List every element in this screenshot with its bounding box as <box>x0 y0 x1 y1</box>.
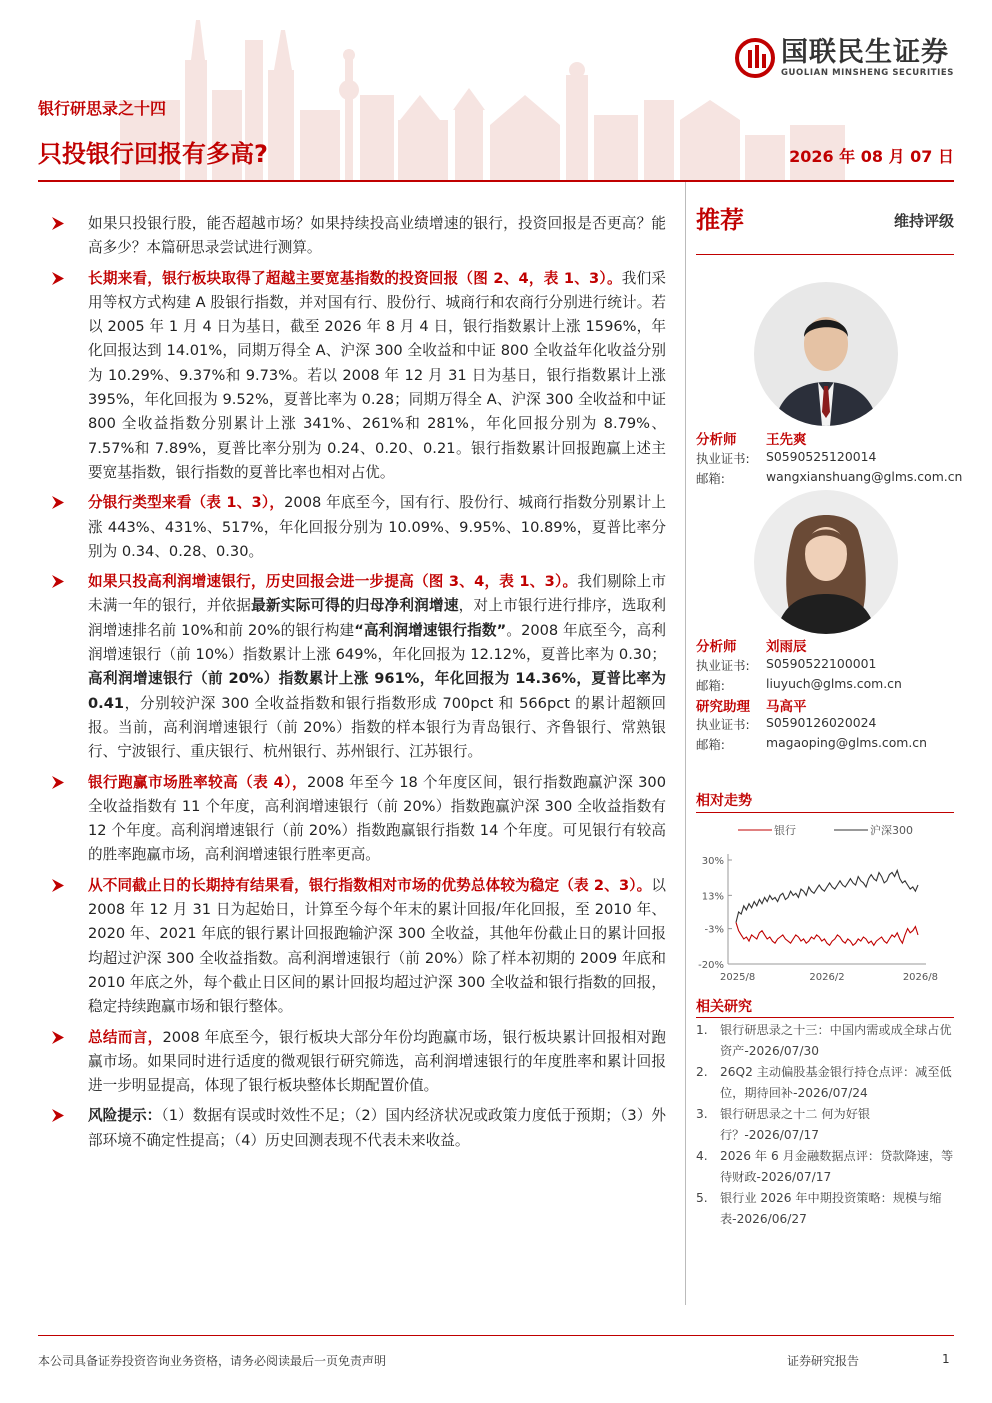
related-research-item[interactable]: 1. 银行研思录之十三：中国内需或成全球占优资产-2026/07/30 <box>696 1023 952 1058</box>
trend-section-title: 相对走势 <box>696 793 752 809</box>
summary-paragraph-5: 银行跑赢市场胜率较高（表 4），2008 年至今 18 个年度区间，银行指数跑赢沪深 300 全收益指数有 11 个年度，高利润增速银行（前 20%）指数跑赢沪深 300 全收益指数有 12 个年度。高利润增速银行（前 20%）指数跑赢银行指数 14 个年度。可见银行有较高的胜率跑赢市场，高利润增速银行胜率更高。 <box>52 771 666 868</box>
trend-section-divider <box>696 812 954 813</box>
logo-mark-icon <box>735 38 775 78</box>
summary-paragraph-3: 分银行类型来看（表 1、3），2008 年底至今，国有行、股份行、城商行指数分别累计上涨 443%、431%、517%，年化回报分别为 10.09%、9.95%、10.89%，夏普比率分别为 0.34、0.28、0.30。 <box>52 491 666 564</box>
analyst-portrait <box>754 490 898 634</box>
y-tick-label: 30% <box>701 856 724 867</box>
bullet-arrow-icon <box>52 496 64 509</box>
analyst-3-email-row: 邮箱: magaoping@glms.com.cn <box>696 735 927 752</box>
analyst-2-cert-row: 执业证书: S0590522100001 <box>696 656 877 673</box>
header-divider <box>38 180 954 182</box>
relative-trend-chart <box>696 816 954 986</box>
related-section-divider <box>696 1017 954 1018</box>
bullet-arrow-icon <box>52 217 64 230</box>
summary-paragraph-4: 如果只投高利润增速银行，历史回报会进一步提高（图 3、4，表 1、3）。我们剔除上市未满一年的银行，并依据最新实际可得的归母净利润增速，对上市银行进行排序，选取利润增速排名前 10%和前 20%的银行构建“高利润增速银行指数”。2008 年底至今，高利润增速银行（前 10%）指数累计上涨 649%，年化回报为 12.12%，夏普比率为 0.30；高利润增速银行（前 20%）指数累计上涨 961%，年化回报为 14.36%，夏普比率为 0.41，分别较沪深 300 全收益指数和银行指数形成 700pct 和 566pct 的累计超额回报。当前，高利润增速银行（前 20%）指数的样本银行为青岛银行、齐鲁银行、常熟银行、宁波银行、重庆银行、杭州银行、苏州银行、江苏银行。 <box>52 570 666 764</box>
bullet-arrow-icon <box>52 575 64 588</box>
related-research-item[interactable]: 2. 26Q2 主动偏股基金银行持仓点评：减至低位，期待回补-2026/07/24 <box>696 1065 952 1100</box>
series-label: 银行研思录之十四 <box>38 99 167 118</box>
bullet-arrow-icon <box>52 1031 64 1044</box>
report-title: 只投银行回报有多高? <box>38 140 268 168</box>
series-line <box>736 870 918 922</box>
analyst-1-name-row: 分析师 王先爽 <box>696 432 807 448</box>
analyst-2-name-row: 分析师 刘雨辰 <box>696 639 807 655</box>
main-content <box>52 212 666 1159</box>
bullet-arrow-icon <box>52 776 64 789</box>
column-divider <box>685 182 686 1305</box>
summary-paragraph-2: 长期来看，银行板块取得了超越主要宽基指数的投资回报（图 2、4，表 1、3）。我们采用等权方式构建 A 股银行指数，并对国有行、股份行、城商行和农商行分别进行统计。若以 2005 年 1 月 4 日为基日，截至 2026 年 8 月 4 日，银行指数累计上涨 1596%，年化回报达到 14.01%，同期万得全 A、沪深 300 全收益和中证 800 全收益年化收益分别为 10.29%、9.37%和 9.73%。若以 2008 年 12 月 31 日为基日，银行指数累计上涨 395%，年化回报为 9.52%，夏普比率为 0.28；同期万得全 A、沪深 300 全收益和中证 800 全收益指数分别累计上涨 341%、261%和 281%，年化回报分别为 8.79%、7.57%和 7.89%，夏普比率分别为 0.24、0.20、0.21。银行指数累计回报跑赢上述主要宽基指数，银行指数的夏普比率也相对占优。 <box>52 267 666 486</box>
related-research-item[interactable]: 3. 银行研思录之十二 何为好银行？-2026/07/17 <box>696 1107 871 1142</box>
recommendation-label: 推荐 <box>696 206 744 234</box>
analyst-portrait <box>754 282 898 426</box>
analyst-photo-1 <box>754 282 898 426</box>
company-logo <box>735 38 954 78</box>
x-tick-label: 2026/8 <box>902 972 938 983</box>
logo-english-name: GUOLIAN MINSHENG SECURITIES <box>780 68 954 78</box>
analyst-2-email-row: 邮箱: liuyuch@glms.com.cn <box>696 676 902 693</box>
legend-label: 沪深300 <box>870 824 913 837</box>
y-tick-label: 13% <box>701 891 724 903</box>
bullet-arrow-icon <box>52 879 64 892</box>
y-tick-label: -3% <box>704 924 724 936</box>
summary-paragraph-1: 如果只投银行股，能否超越市场？如果持续投高业绩增速的银行，投资回报是否更高？能高多少？本篇研思录尝试进行测算。 <box>52 212 666 261</box>
analyst-1-cert-row: 执业证书: S0590525120014 <box>696 449 877 466</box>
related-research-item[interactable]: 4. 2026 年 6 月金融数据点评：贷款降速，等待财政-2026/07/17 <box>696 1149 954 1184</box>
footer-disclaimer: 本公司具备证券投资咨询业务资格，请务必阅读最后一页免责声明 <box>38 1354 387 1368</box>
summary-paragraph-6: 从不同截止日的长期持有结果看，银行指数相对市场的优势总体较为稳定（表 2、3）。以 2008 年 12 月 31 日为起始日，计算至今每个年末的累计回报/年化回报，至 2010 年、2020 年、2021 年底的银行累计回报跑输沪深 300 全收益，其他年份截止日的累计回报均超过沪深 300 全收益指数。高利润增速银行（前 20%）除了样本初期的 2009 年底和 2010 年底之外，每个截止日区间的累计回报均超过沪深 300 全收益和银行指数的回报，稳定持续跑赢市场和银行整体。 <box>52 874 666 1020</box>
legend-label: 银行 <box>774 824 796 837</box>
x-tick-label: 2025/8 <box>720 972 756 983</box>
sidebar-divider <box>696 254 954 255</box>
related-research-item[interactable]: 5. 银行业 2026 年中期投资策略：规模与缩表-2026/06/27 <box>696 1191 942 1226</box>
analyst-photo-2 <box>754 490 898 634</box>
footer-divider <box>38 1335 954 1336</box>
summary-paragraph-7: 总结而言，2008 年底至今，银行板块大部分年份均跑赢市场，银行板块累计回报相对跑赢市场。如果同时进行适度的微观银行研究筛选，高利润增速银行的年度胜率和累计回报进一步明显提高，体现了银行板块整体长期配置价值。 <box>52 1026 666 1099</box>
rating-label: 维持评级 <box>893 212 954 230</box>
page-number: 1 <box>942 1352 950 1366</box>
analyst-3-name-row: 研究助理 马高平 <box>696 699 807 715</box>
bullet-arrow-icon <box>52 272 64 285</box>
footer-report-type: 证券研究报告 <box>787 1354 860 1368</box>
bullet-arrow-icon <box>52 1109 64 1122</box>
x-tick-label: 2026/2 <box>809 972 845 983</box>
report-date: 2026 年 08 月 07 日 <box>789 147 954 166</box>
logo-chinese-name: 国联民生证券 <box>780 37 949 68</box>
series-line <box>736 922 918 945</box>
related-section-title: 相关研究 <box>696 999 752 1015</box>
y-tick-label: -20% <box>698 960 724 971</box>
risk-warning-paragraph: 风险提示：（1）数据有误或时效性不足；（2）国内经济状况或政策力度低于预期；（3）外部环境不确定性提高；（4）历史回测表现不代表未来收益。 <box>52 1104 666 1153</box>
analyst-1-email-row: 邮箱: wangxianshuang@glms.com.cn <box>696 469 963 486</box>
report-header <box>0 0 992 180</box>
related-research-list <box>696 1020 954 1230</box>
analyst-3-cert-row: 执业证书: S0590126020024 <box>696 715 877 732</box>
